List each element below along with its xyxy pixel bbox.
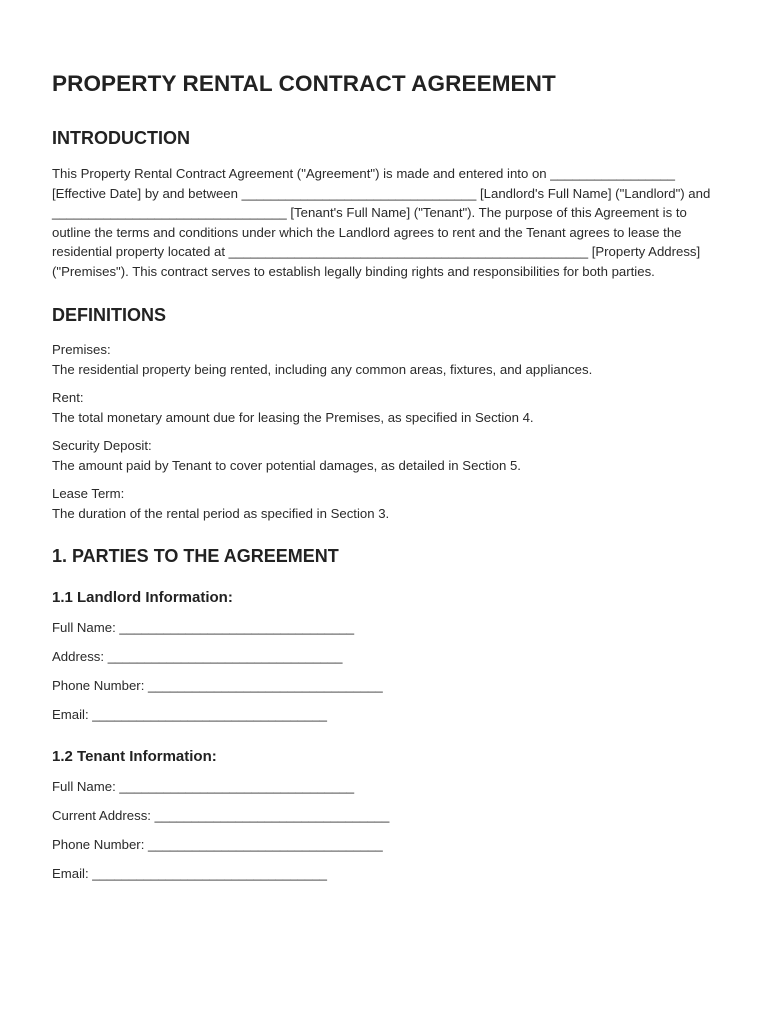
definition-rent: [52, 388, 722, 427]
tenant-email-field[interactable]: Email: ________________________________: [52, 865, 327, 881]
parties-heading: 1. PARTIES TO THE AGREEMENT: [52, 546, 339, 566]
introduction-heading: INTRODUCTION: [52, 128, 190, 148]
tenant-fields: [52, 777, 722, 884]
definition-term: Premises:: [52, 342, 111, 357]
definition-text: The residential property being rented, including any common areas, fixtures, and appliances.: [52, 361, 593, 377]
landlord-fields: [52, 618, 722, 725]
landlord-email-field[interactable]: Email: ________________________________: [52, 707, 327, 722]
landlord-full-name-field[interactable]: Full Name: ________________________________: [52, 620, 355, 635]
definition-lease-term: [52, 484, 722, 523]
tenant-phone-field[interactable]: Phone Number: ________________________________: [52, 836, 383, 852]
definition-text: The amount paid by Tenant to cover potential damages, as detailed in Section 5.: [52, 457, 521, 473]
document-page: [52, 68, 722, 893]
tenant-current-address-field[interactable]: Current Address: ________________________________: [52, 807, 390, 823]
definition-text: The total monetary amount due for leasing the Premises, as specified in Section 4.: [52, 409, 534, 425]
document-title: PROPERTY RENTAL CONTRACT AGREEMENT: [52, 71, 556, 96]
definitions-heading: DEFINITIONS: [52, 305, 167, 325]
landlord-phone-field[interactable]: Phone Number: ________________________________: [52, 678, 383, 693]
landlord-info-heading: 1.1 Landlord Information:: [52, 589, 233, 606]
tenant-info-heading: 1.2 Tenant Information:: [52, 747, 217, 765]
landlord-address-field[interactable]: Address: ________________________________: [52, 649, 343, 664]
definition-term: Lease Term:: [52, 486, 125, 501]
definition-text: The duration of the rental period as specified in Section 3.: [52, 505, 390, 521]
definition-term: Security Deposit:: [52, 438, 152, 453]
definition-term: Rent:: [52, 390, 84, 405]
introduction-paragraph: This Property Rental Contract Agreement ("Agreement") is made and entered into on _________________ [Effective Date] by and between ________________________________ [Landlord's Full Name] ("Landlord") and ________________________________ [Tenant's Full Name] ("Tenant"). The purpose of this Agreement is to outline the terms and conditions under which the Landlord agrees to rent and the Tenant agrees to lease the residential property located at _________________________________________________ [Property Address] ("Premises"). This contract serves to establish legally binding rights and responsibilities for both parties.: [52, 166, 711, 279]
tenant-full-name-field[interactable]: Full Name: ________________________________: [52, 778, 355, 794]
definitions-list: [52, 340, 722, 523]
definition-security-deposit: [52, 436, 722, 475]
definition-premises: [52, 340, 722, 379]
